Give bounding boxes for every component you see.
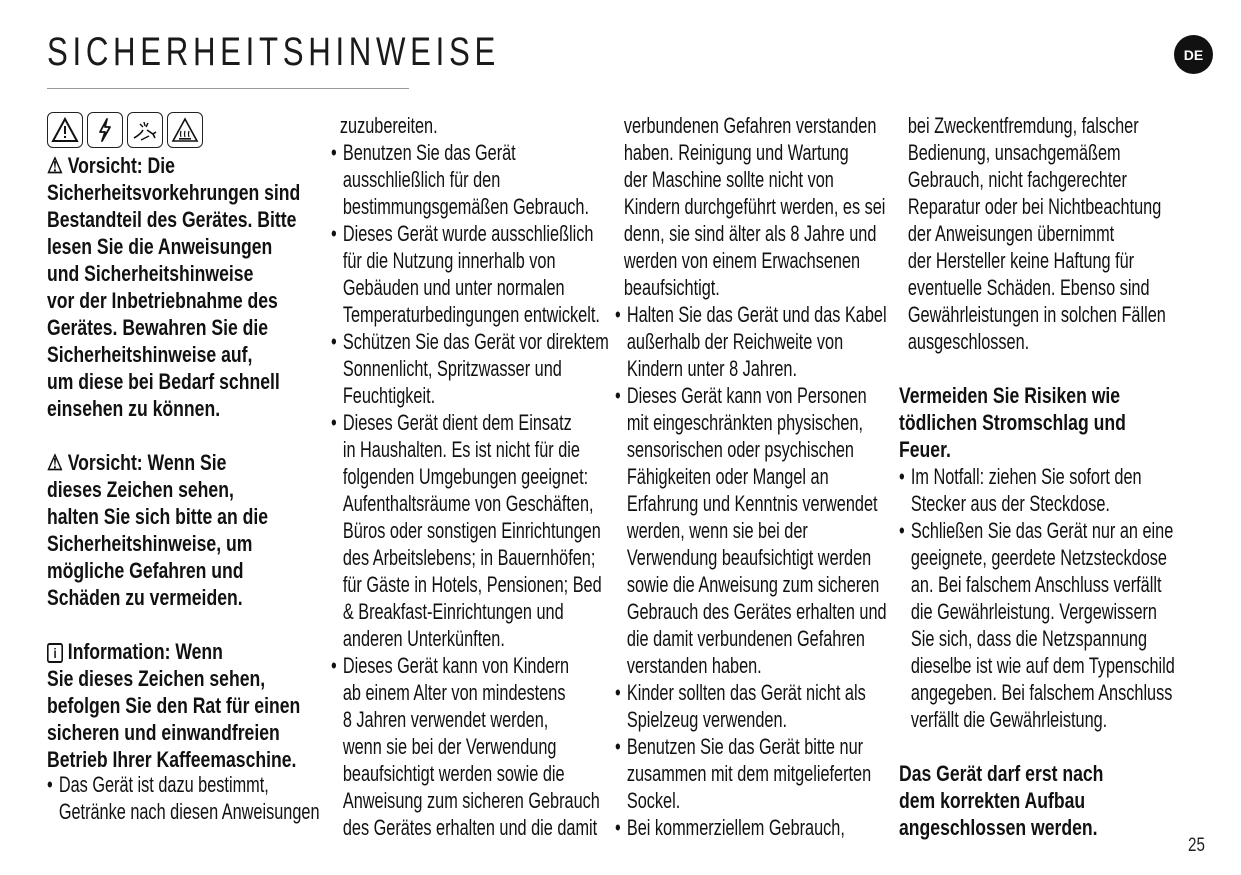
list-item xyxy=(331,139,612,220)
list-item-line: werden, wenn sie bei der xyxy=(626,518,808,543)
list-item-line: des Gerätes erhalten und die damit xyxy=(342,815,598,840)
col2-bullets xyxy=(331,139,612,841)
list-item xyxy=(615,301,896,382)
list-item-line: folgenden Umgebungen geeignet: xyxy=(342,464,589,489)
list-item-line: an. Bei falschem Anschluss verfällt xyxy=(910,572,1162,597)
caution-2-line: Schäden zu vermeiden. xyxy=(47,585,243,610)
list-item-line: in Haushalten. Es ist nicht für die xyxy=(342,437,580,462)
caution-block-1 xyxy=(47,152,319,773)
list-item-line: Spielzeug verwenden. xyxy=(626,707,788,732)
list-item-line: Verwendung beaufsichtigt werden xyxy=(626,545,872,570)
list-item xyxy=(331,409,612,652)
list-item-line: • Kinder sollten das Gerät nicht als xyxy=(626,680,866,705)
list-item-line: • Dieses Gerät kann von Personen xyxy=(626,383,867,408)
list-item-line: Gebrauch des Gerätes erhalten und xyxy=(626,599,887,624)
list-item-line: verstanden haben. xyxy=(626,653,762,678)
list-item xyxy=(615,679,896,733)
list-item-line: des Arbeitslebens; in Bauernhöfen; xyxy=(342,545,596,570)
warning-triangle-icon: ⚠ xyxy=(47,450,63,475)
caution-1-line: Sicherheitsvorkehrungen sind xyxy=(47,180,301,205)
list-item xyxy=(899,517,1180,733)
lead-line: Bedienung, unsachgemäßem xyxy=(907,140,1121,165)
caution-1-line: Bestandteil des Gerätes. Bitte xyxy=(47,207,297,232)
list-item-line: Temperaturbedingungen entwickelt. xyxy=(342,302,600,327)
list-item-line: dieselbe ist wie auf dem Typenschild xyxy=(910,653,1175,678)
info-line: Information: Wenn xyxy=(67,639,223,664)
lead-line: Gewährleistungen in solchen Fällen xyxy=(907,302,1166,327)
lead-line: der Hersteller keine Haftung für xyxy=(907,248,1135,273)
lead-line: werden von einem Erwachsenen xyxy=(623,248,861,273)
col4-bullets xyxy=(899,463,1180,733)
closing-line: angeschlossen werden. xyxy=(899,815,1098,840)
list-item-line: die damit verbundenen Gefahren xyxy=(626,626,865,651)
list-item-line: mit eingeschränkten physischen, xyxy=(626,410,864,435)
list-item xyxy=(331,328,612,409)
list-item-line: Kindern unter 8 Jahren. xyxy=(626,356,797,381)
lead-line: Kindern durchgeführt werden, es sei xyxy=(623,194,886,219)
list-item-line: Erfahrung und Kenntnis verwendet xyxy=(626,491,878,516)
list-item-line: wenn sie bei der Verwendung xyxy=(342,734,557,759)
lead-line: beaufsichtigt. xyxy=(623,275,720,300)
caution-2-line: Sicherheitshinweise, um xyxy=(47,531,253,556)
list-item-line: für die Nutzung innerhalb von xyxy=(342,248,556,273)
lead-line: haben. Reinigung und Wartung xyxy=(623,140,849,165)
lead-line: bei Zweckentfremdung, falscher xyxy=(907,113,1139,138)
closing-line: dem korrekten Aufbau xyxy=(899,788,1086,813)
page-title: SICHERHEITSHINWEISE xyxy=(47,30,500,74)
lightning-icon xyxy=(87,112,123,148)
info-line: sicheren und einwandfreien xyxy=(47,720,280,745)
list-item-line: • Dieses Gerät kann von Kindern xyxy=(342,653,570,678)
caution-2-line: mögliche Gefahren und xyxy=(47,558,244,583)
list-item-line: Aufenthaltsräume von Geschäften, xyxy=(342,491,594,516)
list-item-line: außerhalb der Reichweite von xyxy=(626,329,844,354)
list-item-line: Getränke nach diesen Anweisungen xyxy=(58,799,320,824)
caution-1-line: Vorsicht: Die xyxy=(67,153,175,178)
list-item xyxy=(615,814,896,841)
caution-1-line: Gerätes. Bewahren Sie die xyxy=(47,315,269,340)
warning-triangle-icon: ⚠ xyxy=(47,153,63,178)
title-divider xyxy=(47,88,409,89)
list-item-line: • Dieses Gerät wurde ausschließlich xyxy=(342,221,594,246)
column-4 xyxy=(899,112,1241,841)
list-item-line: sensorischen oder psychischen xyxy=(626,437,854,462)
list-item-line: Feuchtigkeit. xyxy=(342,383,436,408)
caution-1-line: lesen Sie die Anweisungen xyxy=(47,234,273,259)
caution-1-line: um diese bei Bedarf schnell xyxy=(47,369,280,394)
list-item-line: • Dieses Gerät dient dem Einsatz xyxy=(342,410,572,435)
caution-2-line: halten Sie sich bitte an die xyxy=(47,504,269,529)
list-item xyxy=(331,220,612,328)
lead-line: denn, sie sind älter als 8 Jahre und xyxy=(623,221,877,246)
list-item-line: 8 Jahren verwendet werden, xyxy=(342,707,549,732)
list-item-line: • Benutzen Sie das Gerät xyxy=(342,140,516,165)
list-item-line: • Halten Sie das Gerät und das Kabel xyxy=(626,302,887,327)
lead-paragraph xyxy=(615,112,896,301)
list-item-line: ab einem Alter von mindestens xyxy=(342,680,566,705)
lead-line: Reparatur oder bei Nichtbeachtung xyxy=(907,194,1162,219)
list-item-line: anderen Unterkünften. xyxy=(342,626,505,651)
cut-cable-icon xyxy=(127,112,163,148)
list-item-line: für Gäste in Hotels, Pensionen; Bed xyxy=(342,572,602,597)
list-item-line: Stecker aus der Steckdose. xyxy=(910,491,1110,516)
list-item-line: ausschließlich für den xyxy=(342,167,501,192)
list-item-line: • Das Gerät ist dazu bestimmt, xyxy=(58,772,269,797)
list-item-line: verfällt die Gewährleistung. xyxy=(910,707,1108,732)
list-item-line: Sockel. xyxy=(626,788,681,813)
list-item-line: • Schließen Sie das Gerät nur an eine xyxy=(910,518,1174,543)
list-item-line: • Bei kommerziellem Gebrauch, xyxy=(626,815,845,840)
list-item-line: • Benutzen Sie das Gerät bitte nur xyxy=(626,734,864,759)
col1-bullets xyxy=(47,771,328,825)
info-line: befolgen Sie den Rat für einen xyxy=(47,693,301,718)
list-item-line: Sie sich, dass die Netzspannung xyxy=(910,626,1148,651)
info-line: Sie dieses Zeichen sehen, xyxy=(47,666,266,691)
list-item-line: beaufsichtigt werden sowie die xyxy=(342,761,565,786)
closing-note xyxy=(899,760,1171,841)
closing-line: Das Gerät darf erst nach xyxy=(899,761,1104,786)
list-item-line: Sonnenlicht, Spritzwasser und xyxy=(342,356,562,381)
section-heading xyxy=(899,382,1171,463)
list-item-line: die Gewährleistung. Vergewissern xyxy=(910,599,1157,624)
caution-2-line: Vorsicht: Wenn Sie xyxy=(67,450,227,475)
lead-line: eventuelle Schäden. Ebenso sind xyxy=(907,275,1150,300)
list-item-line: & Breakfast-Einrichtungen und xyxy=(342,599,564,624)
list-item-line: Fähigkeiten oder Mangel an xyxy=(626,464,829,489)
info-line: Betrieb Ihrer Kaffeemaschine. xyxy=(47,747,297,772)
hot-surface-icon xyxy=(167,112,203,148)
col3-bullets xyxy=(615,301,896,841)
lead-line: verbundenen Gefahren verstanden xyxy=(623,113,877,138)
warning-triangle-icon xyxy=(47,112,83,148)
list-item xyxy=(615,733,896,814)
list-item-line: Anweisung zum sicheren Gebrauch xyxy=(342,788,600,813)
lead-paragraph xyxy=(899,112,1189,355)
caution-1-line: vor der Inbetriebnahme des xyxy=(47,288,278,313)
list-item-line: sowie die Anweisung zum sicheren xyxy=(626,572,880,597)
lead-line: zuzubereiten. xyxy=(339,113,438,138)
language-badge: DE xyxy=(1174,35,1213,74)
list-item-line: Büros oder sonstigen Einrichtungen xyxy=(342,518,601,543)
list-item xyxy=(615,382,896,679)
lead-line: der Maschine sollte nicht von xyxy=(623,167,834,192)
list-item-line: • Schützen Sie das Gerät vor direktem xyxy=(342,329,609,354)
heading-line: tödlichen Stromschlag und xyxy=(899,410,1126,435)
list-item-line: Gebäuden und unter normalen xyxy=(342,275,565,300)
list-item-line: bestimmungsgemäßen Gebrauch. xyxy=(342,194,589,219)
list-item xyxy=(47,771,328,825)
lead-line: Gebrauch, nicht fachgerechter xyxy=(907,167,1127,192)
info-icon: i xyxy=(47,643,63,663)
heading-line: Vermeiden Sie Risiken wie xyxy=(899,383,1121,408)
caution-1-line: Sicherheitshinweise auf, xyxy=(47,342,253,367)
lead-line: der Anweisungen übernimmt xyxy=(907,221,1115,246)
caution-1-line: einsehen zu können. xyxy=(47,396,221,421)
page-number: 25 xyxy=(1188,835,1205,856)
list-item xyxy=(331,652,612,841)
list-item xyxy=(899,463,1180,517)
lead-line: ausgeschlossen. xyxy=(907,329,1030,354)
heading-line: Feuer. xyxy=(899,437,951,462)
list-item-line: • Im Notfall: ziehen Sie sofort den xyxy=(910,464,1142,489)
list-item-line: angegeben. Bei falschem Anschluss xyxy=(910,680,1173,705)
list-item-line: geeignete, geerdete Netzsteckdose xyxy=(910,545,1167,570)
caution-1-line: und Sicherheitshinweise xyxy=(47,261,254,286)
list-item-line: zusammen mit dem mitgelieferten xyxy=(626,761,872,786)
caution-2-line: dieses Zeichen sehen, xyxy=(47,477,234,502)
